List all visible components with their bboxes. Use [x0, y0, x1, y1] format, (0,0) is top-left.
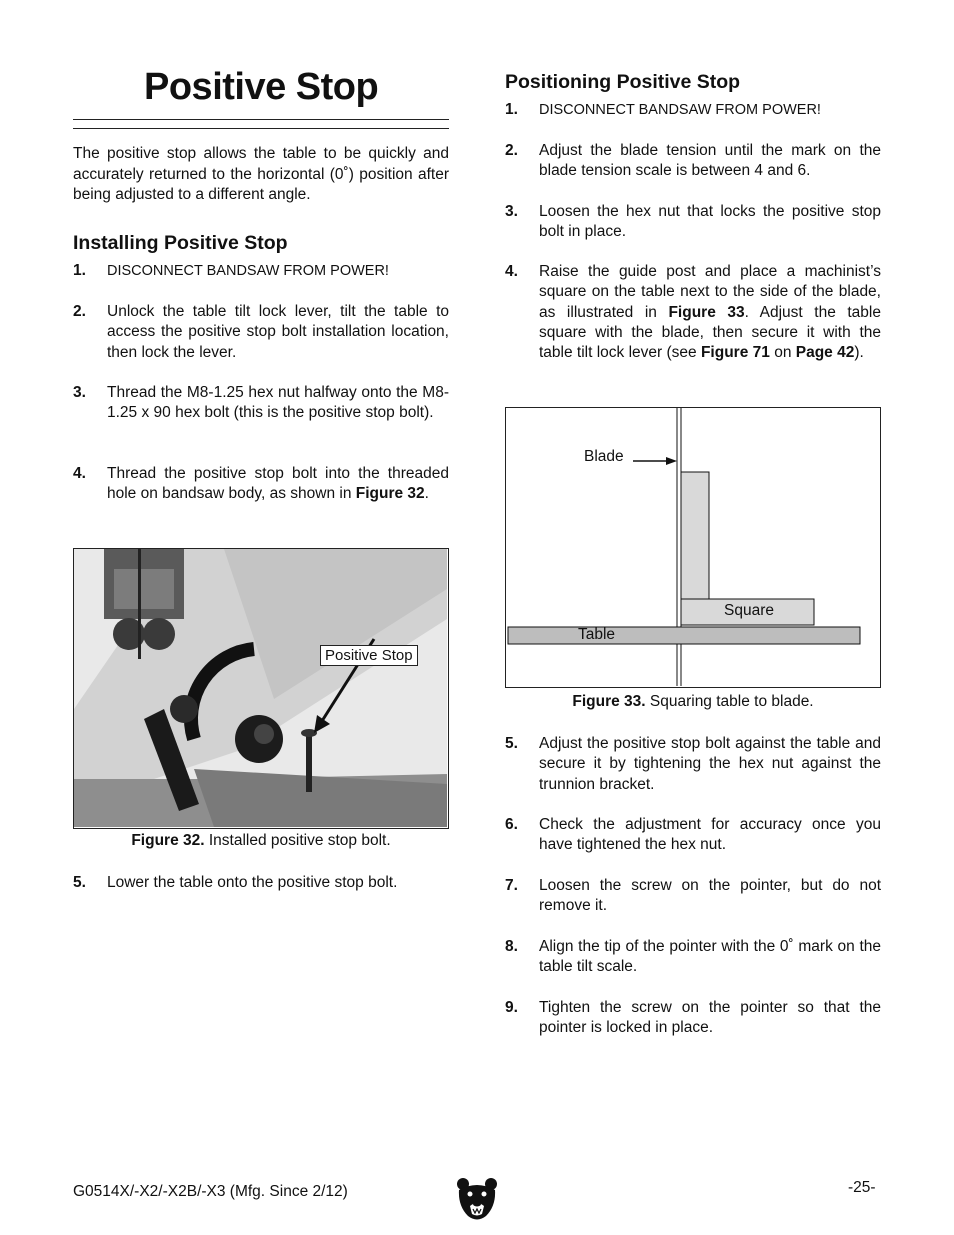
step-text: Check the adjustment for accuracy once you have tightened the hex nut. — [539, 816, 881, 854]
step-text: Loosen the hex nut that locks the positive stop bolt in place. — [539, 203, 881, 241]
bear-head-logo-icon — [456, 1176, 498, 1222]
step-text: Lower the table onto the positive stop bolt. — [107, 874, 398, 891]
step-text: Adjust the blade tension until the mark on the blade tension scale is between 4 and 6. — [539, 142, 881, 180]
figure-71-ref: Figure 71 — [700, 344, 770, 362]
step-number: 2. — [73, 303, 86, 320]
step-text: Raise the guide post and place a machinist’s square on the table next to the side of the blade, as illustrated in Figure 33. Adjust the table square with the blade, then secure it with the table tilt lock lever (see Figure 71 on Page 42). — [539, 263, 881, 362]
step-number: 3. — [505, 203, 518, 220]
step-number: 2. — [505, 142, 518, 159]
installing-heading: Installing Positive Stop — [73, 232, 288, 254]
table-label: Table — [578, 626, 616, 643]
bandsaw-photo-illustration — [74, 549, 447, 827]
footer-model: G0514X/-X2/-X2B/-X3 (Mfg. Since 2/12) — [73, 1183, 348, 1200]
step-text: DISCONNECT BANDSAW FROM POWER! — [539, 102, 821, 118]
step-number: 5. — [73, 874, 86, 891]
blade-label: Blade — [584, 448, 624, 465]
figure-33-ref: Figure 33 — [668, 303, 745, 321]
title-rule-top — [73, 119, 449, 120]
square-label: Square — [724, 602, 774, 619]
step-text: Adjust the positive stop bolt against the table and secure it by tightening the hex nut against the trunnion bracket. — [539, 735, 881, 793]
positive-stop-callout: Positive Stop — [320, 645, 418, 666]
step-number: 1. — [505, 101, 518, 118]
step-number: 4. — [505, 263, 518, 280]
figure-33-caption: Figure 33. Squaring table to blade. — [572, 693, 814, 710]
step-text: DISCONNECT BANDSAW FROM POWER! — [107, 263, 389, 279]
step-number: 5. — [505, 735, 518, 752]
step-text: Thread the M8-1.25 hex nut halfway onto the M8-1.25 x 90 hex bolt (this is the positive stop bolt). — [107, 384, 449, 422]
figure-32-caption: Figure 32. Installed positive stop bolt. — [131, 832, 391, 849]
step-number: 8. — [505, 938, 518, 955]
page-title: Positive Stop — [144, 66, 379, 108]
figure-32-ref: Figure 32 — [355, 485, 425, 503]
step-text: Tighten the screw on the pointer so that the pointer is locked in place. — [539, 999, 881, 1037]
title-rule-bottom — [73, 128, 449, 129]
step-number: 9. — [505, 999, 518, 1016]
step-text: Loosen the screw on the pointer, but do not remove it. — [539, 877, 881, 915]
page-42-ref: Page 42 — [795, 344, 855, 362]
figure-33-diagram — [505, 407, 881, 688]
step-number: 6. — [505, 816, 518, 833]
step-text: Align the tip of the pointer with the 0˚ mark on the table tilt scale. — [539, 938, 881, 976]
step-text: Unlock the table tilt lock lever, tilt the table to access the positive stop bolt installation location, then lock the lever. — [107, 303, 449, 361]
step-number: 7. — [505, 877, 518, 894]
positioning-heading: Positioning Positive Stop — [505, 71, 741, 93]
page-number: -25- — [848, 1179, 876, 1196]
squaring-diagram — [506, 408, 879, 686]
intro-paragraph: The positive stop allows the table to be quickly and accurately returned to the horizontal (0˚) position after being adjusted to a different angle. — [73, 145, 449, 203]
step-number: 4. — [73, 465, 86, 482]
step-text: Thread the positive stop bolt into the threaded hole on bandsaw body, as shown in Figure 32. — [107, 465, 449, 503]
step-number: 1. — [73, 262, 86, 279]
figure-32-photo — [73, 548, 449, 829]
step-number: 3. — [73, 384, 86, 401]
